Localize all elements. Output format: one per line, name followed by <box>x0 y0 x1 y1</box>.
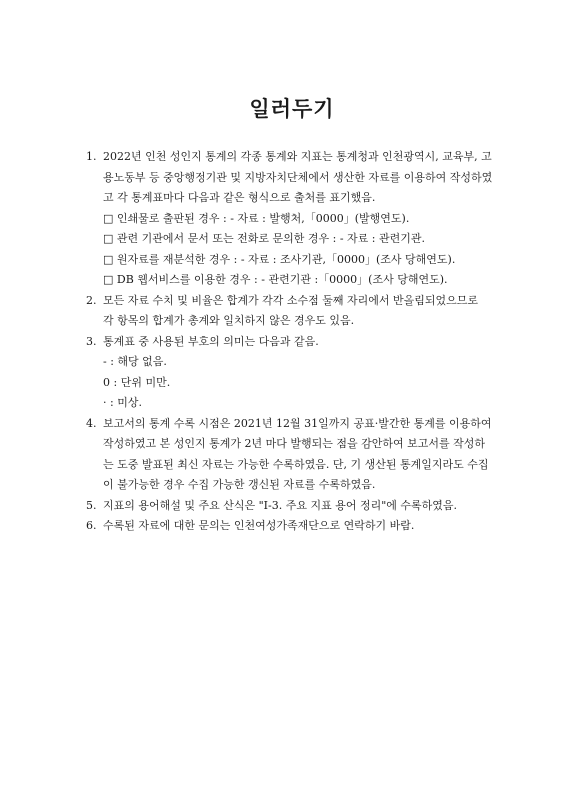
note-number: 4. <box>86 416 97 430</box>
page-title: 일러두기 <box>249 97 335 121</box>
note-line: 용노동부 등 중앙행정기관 및 지방자치단체에서 생산한 자료를 이용하여 작성하였 <box>103 170 493 184</box>
note-item-5 <box>86 496 516 517</box>
note-line: 는 도중 발표된 최신 자료는 가능한 수록하였음. 단, 기 생산된 통계일지라도 수집 <box>103 457 489 471</box>
source-format-item: □ DB 웹서비스를 이용한 경우 : - 관련기관 :「0000」(조사 당해연도). <box>103 273 448 286</box>
note-item-3 <box>86 332 516 414</box>
note-body <box>103 516 516 537</box>
source-format-item: □ 관련 기관에서 문서 또는 전화로 문의한 경우 : - 자료 : 관련기관. <box>103 232 425 245</box>
note-line: 이 불가능한 경우 수집 가능한 갱신된 자료를 수록하였음. <box>103 478 376 491</box>
note-body <box>103 332 516 414</box>
symbol-legend-item: · : 미상. <box>103 396 142 409</box>
source-format-item: □ 원자료를 재분석한 경우 : - 자료 : 조사기관,「0000」(조사 당해연도). <box>103 252 456 266</box>
note-line: 고 각 통계표마다 다음과 같은 형식으로 출처를 표기했음. <box>103 191 376 204</box>
note-body <box>103 496 516 517</box>
note-line: 수록된 자료에 대한 문의는 인천여성가족재단으로 연락하기 바람. <box>103 519 415 532</box>
source-format-item: □ 인쇄물로 출판된 경우 : - 자료 : 발행처,「0000」(발행연도). <box>103 211 410 225</box>
note-line: 2022년 인천 성인지 통계의 각종 통계와 지표는 통계청과 인천광역시, 교육부, 고 <box>103 150 492 163</box>
symbol-legend-item: - : 해당 없음. <box>103 355 167 368</box>
note-line: 각 항목의 합계가 총계와 일치하지 않은 경우도 있음. <box>103 314 355 327</box>
note-body <box>103 291 516 332</box>
note-body <box>103 147 516 291</box>
symbol-legend-item: 0 : 단위 미만. <box>103 375 171 389</box>
note-number: 6. <box>86 519 97 532</box>
note-line: 보고서의 통계 수록 시점은 2021년 12월 31일까지 공표·발간한 통계를 이용하여 <box>103 416 492 430</box>
notes-list <box>86 147 516 537</box>
note-number: 1. <box>86 150 97 163</box>
note-item-6 <box>86 516 516 537</box>
note-number: 2. <box>86 293 97 307</box>
note-line: 모든 자료 수치 및 비율은 합계가 각각 소수점 둘째 자리에서 반올림되었으므로 <box>103 293 478 307</box>
note-item-4 <box>86 414 516 496</box>
note-line: 통계표 중 사용된 부호의 의미는 다음과 같음. <box>103 334 319 348</box>
note-number: 5. <box>86 498 97 512</box>
note-line: 지표의 용어해설 및 주요 산식은 "Ⅰ-3. 주요 지표 용어 정리"에 수록하였음. <box>103 498 458 512</box>
note-body <box>103 414 516 496</box>
note-item-1 <box>86 147 516 291</box>
note-line: 작성하였고 본 성인지 통계가 2년 마다 발행되는 점을 감안하여 보고서를 작성하 <box>103 437 485 450</box>
note-number: 3. <box>86 334 97 348</box>
note-item-2 <box>86 291 516 332</box>
